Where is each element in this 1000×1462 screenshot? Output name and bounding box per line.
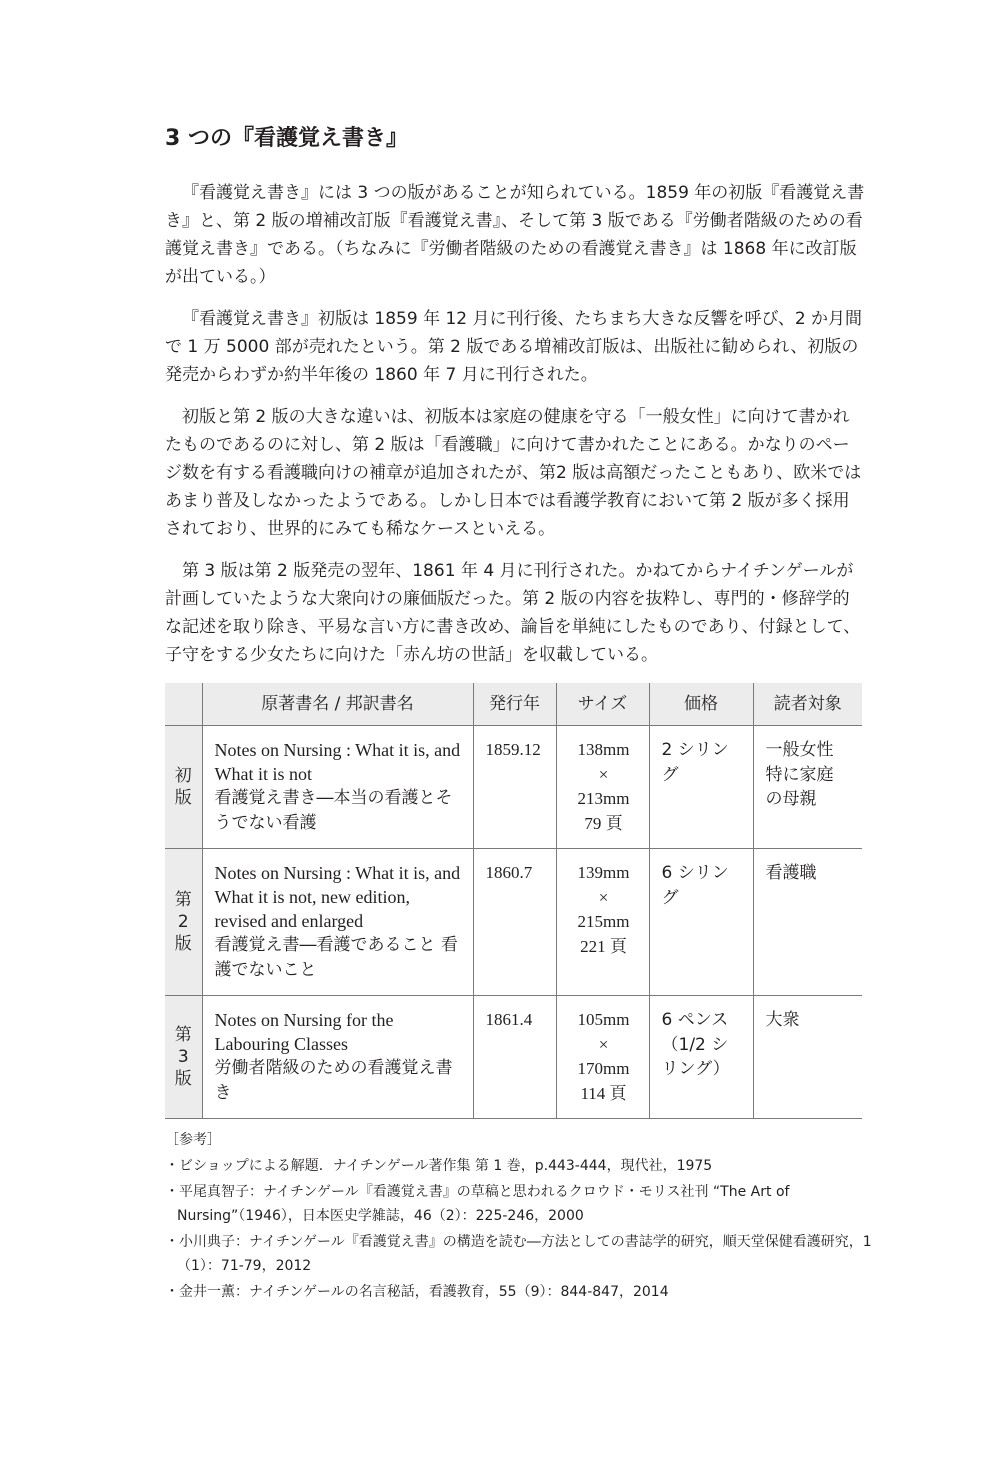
price-text: （1/2 シリング）	[661, 1034, 730, 1079]
edition-label-char: 3	[177, 1047, 189, 1067]
price-cell	[649, 996, 753, 1119]
header-title: 原著書名 / 邦訳書名	[202, 683, 473, 726]
size-cell	[556, 849, 649, 996]
edition-label-char: 版	[174, 934, 192, 954]
original-title: Notes on Nursing for the Labouring Classes	[214, 1010, 394, 1054]
page-title: 3 つの『看護覚え書き』	[165, 126, 408, 151]
title-cell	[202, 996, 473, 1119]
table-header-row	[165, 683, 862, 726]
original-title: Notes on Nursing : What it is, and What it is not	[214, 740, 461, 784]
header-year: 発行年	[473, 683, 556, 726]
reader-text: の母親	[765, 789, 817, 809]
size-times: ×	[598, 1034, 609, 1054]
paragraph-editions-overview: 『看護覚え書き』には 3 つの版があることが知られている。1859 年の初版『看護覚え書き』と、第 2 版の増補改訂版『看護覚え書』、そして第 3 版である『労働者階級のための看護覚え書き』である。（ちなみに『労働者階級のための看護覚え書き』は 1868 年に改訂版が出ている。）	[165, 183, 865, 287]
reference-item: ・平尾真智子：ナイチンゲール『看護覚え書』の草稿と思われるクロウド・モリス社刊 “The Art of Nursing”（1946），日本医史学雑誌，46（2）：225-246，2000	[165, 1184, 790, 1224]
table-row	[165, 996, 862, 1119]
table-row	[165, 849, 862, 996]
edition-label-char: 第	[174, 890, 192, 910]
edition-label-char: 初	[174, 766, 192, 786]
size-cell	[556, 996, 649, 1119]
price-cell	[649, 726, 753, 849]
price-cell	[649, 849, 753, 996]
paragraph-differences: 初版と第 2 版の大きな違いは、初版本は家庭の健康を守る「一般女性」に向けて書かれたものであるのに対し、第 2 版は「看護職」に向けて書かれたことにある。かなりのページ数を有する看護職向けの補章が追加されたが、第2 版は高額だったこともあり、欧米ではあまり普及しなかったようである。しかし日本では看護学教育において第 2 版が多く採用されており、世界的にみても稀なケースといえる。	[165, 407, 862, 539]
header-price: 価格	[649, 683, 753, 726]
year-cell: 1860.7	[473, 849, 556, 996]
reader-cell	[753, 726, 862, 849]
original-title: Notes on Nursing : What it is, and What it is not, new edition, revised and enlarged	[214, 863, 461, 931]
size-times: ×	[598, 887, 609, 907]
reader-text: 特に家庭	[765, 764, 834, 785]
japanese-title: 労働者階級のための看護覚え書き	[214, 1058, 453, 1103]
title-cell	[202, 849, 473, 996]
edition-label-char: 第	[174, 1025, 192, 1045]
paragraph-first-edition: 『看護覚え書き』初版は 1859 年 12 月に刊行後、たちまち大きな反響を呼び、2 か月間で 1 万 5000 部が売れたという。第 2 版である増補改訂版は、出版社に勧められ、初版の発売からわずか約半年後の 1860 年 7 月に刊行された。	[165, 309, 863, 385]
page-count: 114 頁	[580, 1083, 627, 1103]
table-row	[165, 726, 862, 849]
references-list	[165, 1154, 875, 1304]
size-times: ×	[598, 764, 609, 784]
page-count: 221 頁	[580, 936, 627, 956]
body-text	[165, 179, 865, 683]
price-text: 6 ペンス	[661, 1010, 729, 1030]
price-text: 6 シリング	[661, 863, 729, 908]
reader-text: 看護職	[765, 863, 817, 883]
year-cell: 1861.4	[473, 996, 556, 1119]
size-width: 105mm	[577, 1010, 630, 1029]
editions-table	[165, 683, 862, 1119]
paragraph-third-edition: 第 3 版は第 2 版発売の翌年、1861 年 4 月に刊行された。かねてからナイチンゲールが計画していたような大衆向けの廉価版だった。第 2 版の内容を抜粋し、専門的・修辞学的な記述を取り除き、平易な言い方に書き改め、論旨を単純にしたものであり、付録として、子守をする少女たちに向けた「赤ん坊の世話」を収載している。	[165, 561, 861, 665]
size-cell	[556, 726, 649, 849]
references-section	[165, 1128, 875, 1306]
reader-text: 大衆	[765, 1010, 800, 1030]
header-reader: 読者対象	[753, 683, 862, 726]
title-cell	[202, 726, 473, 849]
edition-label-char: 2	[177, 912, 189, 932]
size-height: 170mm	[577, 1059, 630, 1078]
header-size: サイズ	[556, 683, 649, 726]
price-text: 2 シリング	[661, 740, 729, 785]
size-height: 213mm	[577, 789, 630, 808]
edition-label-char: 版	[174, 788, 192, 808]
page-count: 79 頁	[584, 813, 623, 833]
size-height: 215mm	[577, 912, 630, 931]
references-heading: ［参考］	[165, 1132, 221, 1148]
reader-text: 一般女性	[765, 740, 834, 760]
japanese-title: 看護覚え書―看護であること 看護でないこと	[214, 935, 458, 980]
size-width: 138mm	[577, 740, 630, 759]
reference-item: ・金井一薫：ナイチンゲールの名言秘話，看護教育，55（9）：844-847，2014	[165, 1284, 669, 1300]
edition-label	[165, 849, 202, 996]
japanese-title: 看護覚え書き―本当の看護とそうでない看護	[214, 788, 453, 833]
reference-item: ・小川典子：ナイチンゲール『看護覚え書』の構造を読む―方法としての書誌学的研究，順天堂保健看護研究，1（1）：71-79，2012	[165, 1234, 872, 1274]
edition-label	[165, 726, 202, 849]
reader-cell	[753, 996, 862, 1119]
year-cell: 1859.12	[473, 726, 556, 849]
reader-cell	[753, 849, 862, 996]
edition-label-char: 版	[174, 1069, 192, 1089]
reference-item: ・ビショップによる解題．ナイチンゲール著作集 第 1 巻，p.443-444，現代社，1975	[165, 1158, 713, 1174]
edition-label	[165, 996, 202, 1119]
header-edition	[165, 683, 202, 726]
size-width: 139mm	[577, 863, 630, 882]
